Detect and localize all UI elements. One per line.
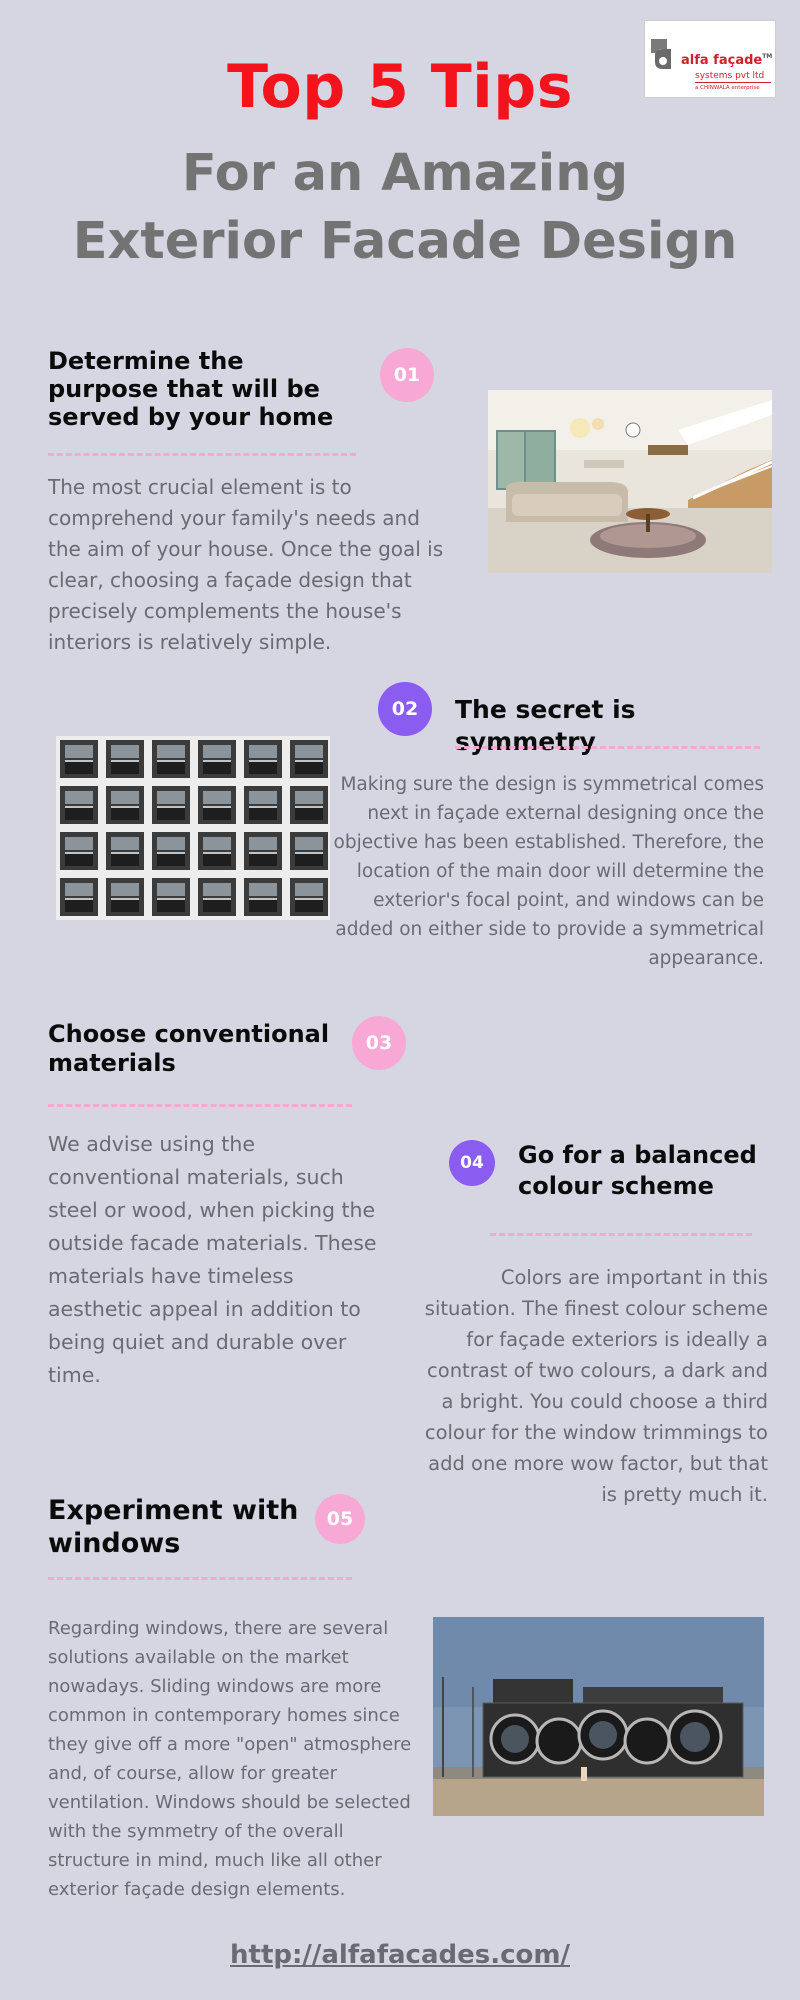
tip-3-number-badge: 03	[352, 1016, 406, 1070]
tip-4-divider	[490, 1233, 752, 1236]
modern-house-image	[433, 1617, 764, 1816]
website-link[interactable]: http://alfafacades.com/	[230, 1940, 570, 1970]
tip-5-heading: Experiment with windows	[48, 1495, 299, 1559]
tip-1-divider	[48, 453, 356, 456]
living-room-image	[488, 390, 772, 573]
tip-1-text: The most crucial element is to comprehend your family's needs and the aim of your house. Once the goal is clear, choosing a façade design that precisely complements the house's interiors is relatively simple.	[48, 475, 444, 654]
tip-5-divider	[48, 1577, 352, 1580]
tip-2-number-badge: 02	[378, 682, 432, 736]
logo-enterprise: a CHINWALA enterprise	[695, 85, 760, 91]
tip-2-divider	[455, 746, 760, 749]
tip-4-number-badge: 04	[449, 1140, 495, 1186]
tip-5-text: Regarding windows, there are several solutions available on the market nowadays. Sliding windows are more common in contemporary homes since they give off a more "open" atmosphere and, of course, allow for greater ventilation. Windows should be selected with the symmetry of the overall structure in mind, much like all other exterior façade design elements.	[48, 1618, 412, 1900]
tip-2-heading: The secret is symmetry	[455, 695, 636, 756]
tip-1-heading: Determine the purpose that will be served by your home	[48, 347, 334, 431]
tip-3-text: We advise using the conventional materials, such steel or wood, when picking the outside facade materials. These materials have timeless aesthetic appeal in addition to being quiet and durable over time.	[48, 1132, 377, 1387]
tip-2-text: Making sure the design is symmetrical comes next in façade external designing once the objective has been established. Therefore, the location of the main door will determine the exterior's focal point, and windows can be added on either side to provide a symmetrical appearance.	[333, 774, 764, 969]
tip-5-number-badge: 05	[315, 1494, 365, 1544]
tip-4-text: Colors are important in this situation. The finest colour scheme for façade exteriors is ideally a contrast of two colours, a dark and a bright. You could choose a third colour for the window trimmings to add one more wow factor, but that is pretty much it.	[424, 1266, 768, 1506]
logo-subtitle: systems pvt ltd	[695, 71, 765, 81]
logo-brand-text: alfa façade™	[681, 53, 773, 68]
tip-3-heading: Choose conventional materials	[48, 1020, 330, 1077]
page-subtitle: For an Amazing Exterior Facade Design	[72, 144, 738, 271]
tip-1-number-badge: 01	[380, 348, 434, 402]
tip-4-heading: Go for a balanced colour scheme	[518, 1141, 757, 1200]
building-windows-image	[56, 736, 330, 920]
page-title: Top 5 Tips	[227, 52, 573, 122]
tip-3-divider	[48, 1104, 352, 1107]
